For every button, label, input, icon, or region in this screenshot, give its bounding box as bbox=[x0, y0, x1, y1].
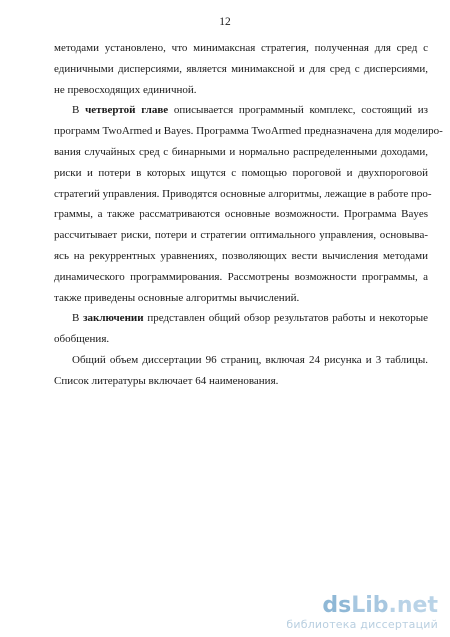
paragraph-2-line-4: риски и потери в которых ищутся с помощью пороговой и двухпороговой bbox=[54, 167, 428, 179]
page-number: 12 bbox=[219, 16, 231, 28]
paragraph-2-line-5: стратегий управления. Приводятся основные алгоритмы, лежащие в работе про- bbox=[54, 188, 432, 200]
paragraph-2-line-2: программ TwoArmed и Bayes. Программа TwoArmed предназначена для моделиро- bbox=[54, 125, 443, 137]
paragraph-2-line-6: граммы, а также рассматриваются основные возможности. Программа Bayes bbox=[54, 208, 428, 220]
dslib-watermark bbox=[286, 594, 438, 631]
conclusion-heading: заключении bbox=[83, 312, 144, 324]
paragraph-3-line-2: обобщения. bbox=[54, 333, 110, 345]
paragraph-2-prefix: В bbox=[72, 104, 86, 116]
paragraph-2-line-7: рассчитывает риски, потери и стратегии оптимального управления, основыва- bbox=[54, 229, 428, 241]
dslib-subtitle: библиотека диссертаций bbox=[286, 618, 438, 631]
paragraph-4-line-2: Список литературы включает 64 наименования. bbox=[54, 375, 279, 387]
paragraph-2-line-1 bbox=[54, 102, 428, 118]
paragraph-2-line-1-rest: описывается программный комплекс, состоящий из bbox=[168, 104, 429, 116]
paragraph-3-line-1-rest: представлен общий обзор результатов работы и некоторые bbox=[143, 312, 428, 324]
paragraph-1-line-2: единичными дисперсиями, является минимаксной и для сред с дисперсиями, bbox=[54, 63, 428, 75]
paragraph-2-line-8: ясь на рекуррентных уравнениях, позволяющих вести вычисления методами bbox=[54, 250, 428, 262]
chapter-four-heading: четвертой главе bbox=[85, 104, 169, 116]
paragraph-3-line-1 bbox=[54, 310, 428, 326]
paragraph-1-line-3: не превосходящих единичной. bbox=[54, 84, 197, 96]
dslib-logo: dsLib.net bbox=[322, 593, 438, 618]
paragraph-2-line-3: вания случайных сред с бинарными и нормально распределенными доходами, bbox=[54, 146, 428, 158]
paragraph-4-line-1: Общий объем диссертации 96 страниц, включая 24 рисунка и 3 таблицы. bbox=[72, 354, 428, 366]
paragraph-3-prefix: В bbox=[72, 312, 84, 324]
paragraph-1-line-1: методами установлено, что минимаксная стратегия, полученная для сред с bbox=[54, 42, 428, 54]
paragraph-2-line-10: также приведены основные алгоритмы вычислений. bbox=[54, 292, 300, 304]
paragraph-2-line-9: динамического программирования. Рассмотрены возможности программы, а bbox=[54, 271, 428, 283]
